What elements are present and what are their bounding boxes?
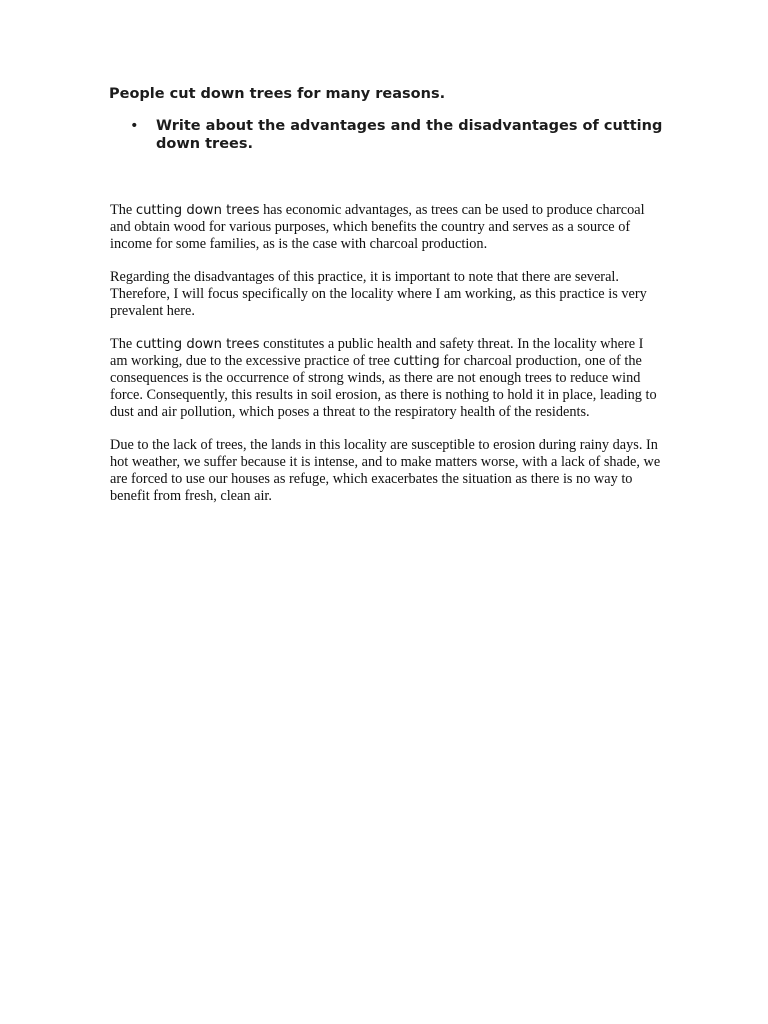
essay-body bbox=[110, 202, 662, 521]
prompt-title: People cut down trees for many reasons. bbox=[109, 86, 446, 102]
paragraph-2: Regarding the disadvantages of this practice, it is important to note that there are several. Therefore, I will focus specifically on the locality where I am working, as this practice is very prevalent here. bbox=[110, 269, 647, 319]
paragraph-1 bbox=[110, 202, 662, 253]
paragraph-3-term: cutting down trees bbox=[135, 337, 260, 352]
paragraph-3-term-cutting: cutting bbox=[393, 354, 440, 369]
paragraph-3 bbox=[110, 336, 662, 421]
paragraph-1-lead: The bbox=[110, 202, 136, 218]
paragraph-1-rest: has economic advantages, as trees can be used to produce charcoal and obtain wood for various purposes, which benefits the country and serves as a source of income for some families, as is the case with charcoal production. bbox=[110, 202, 645, 252]
paragraph-3-lead: The bbox=[110, 336, 136, 352]
prompt-bullet-item bbox=[109, 118, 669, 153]
bullet-marker: • bbox=[130, 118, 139, 134]
prompt-bullet-text: Write about the advantages and the disadvantages of cutting down trees. bbox=[156, 118, 663, 152]
paragraph-3-rest: for charcoal production, one of the consequences is the occurrence of strong winds, as there are not enough trees to reduce wind force. Consequently, this results in soil erosion, as there is nothing to hold it in place, leading to dust and air pollution, which poses a threat to the respiratory health of the residents. bbox=[110, 353, 657, 420]
paragraph-4: Due to the lack of trees, the lands in this locality are susceptible to erosion during rainy days. In hot weather, we suffer because it is intense, and to make matters worse, with a lack of shade, we are forced to use our houses as refuge, which exacerbates the situation as there is no way to benefit from fresh, clean air. bbox=[110, 437, 661, 504]
prompt-bullet-list bbox=[109, 118, 669, 153]
paragraph-3-middle: constitutes a public health and safety threat. In the locality where I am working, due to the excessive practice of tree bbox=[110, 336, 644, 369]
paragraph-1-term: cutting down trees bbox=[135, 203, 260, 218]
